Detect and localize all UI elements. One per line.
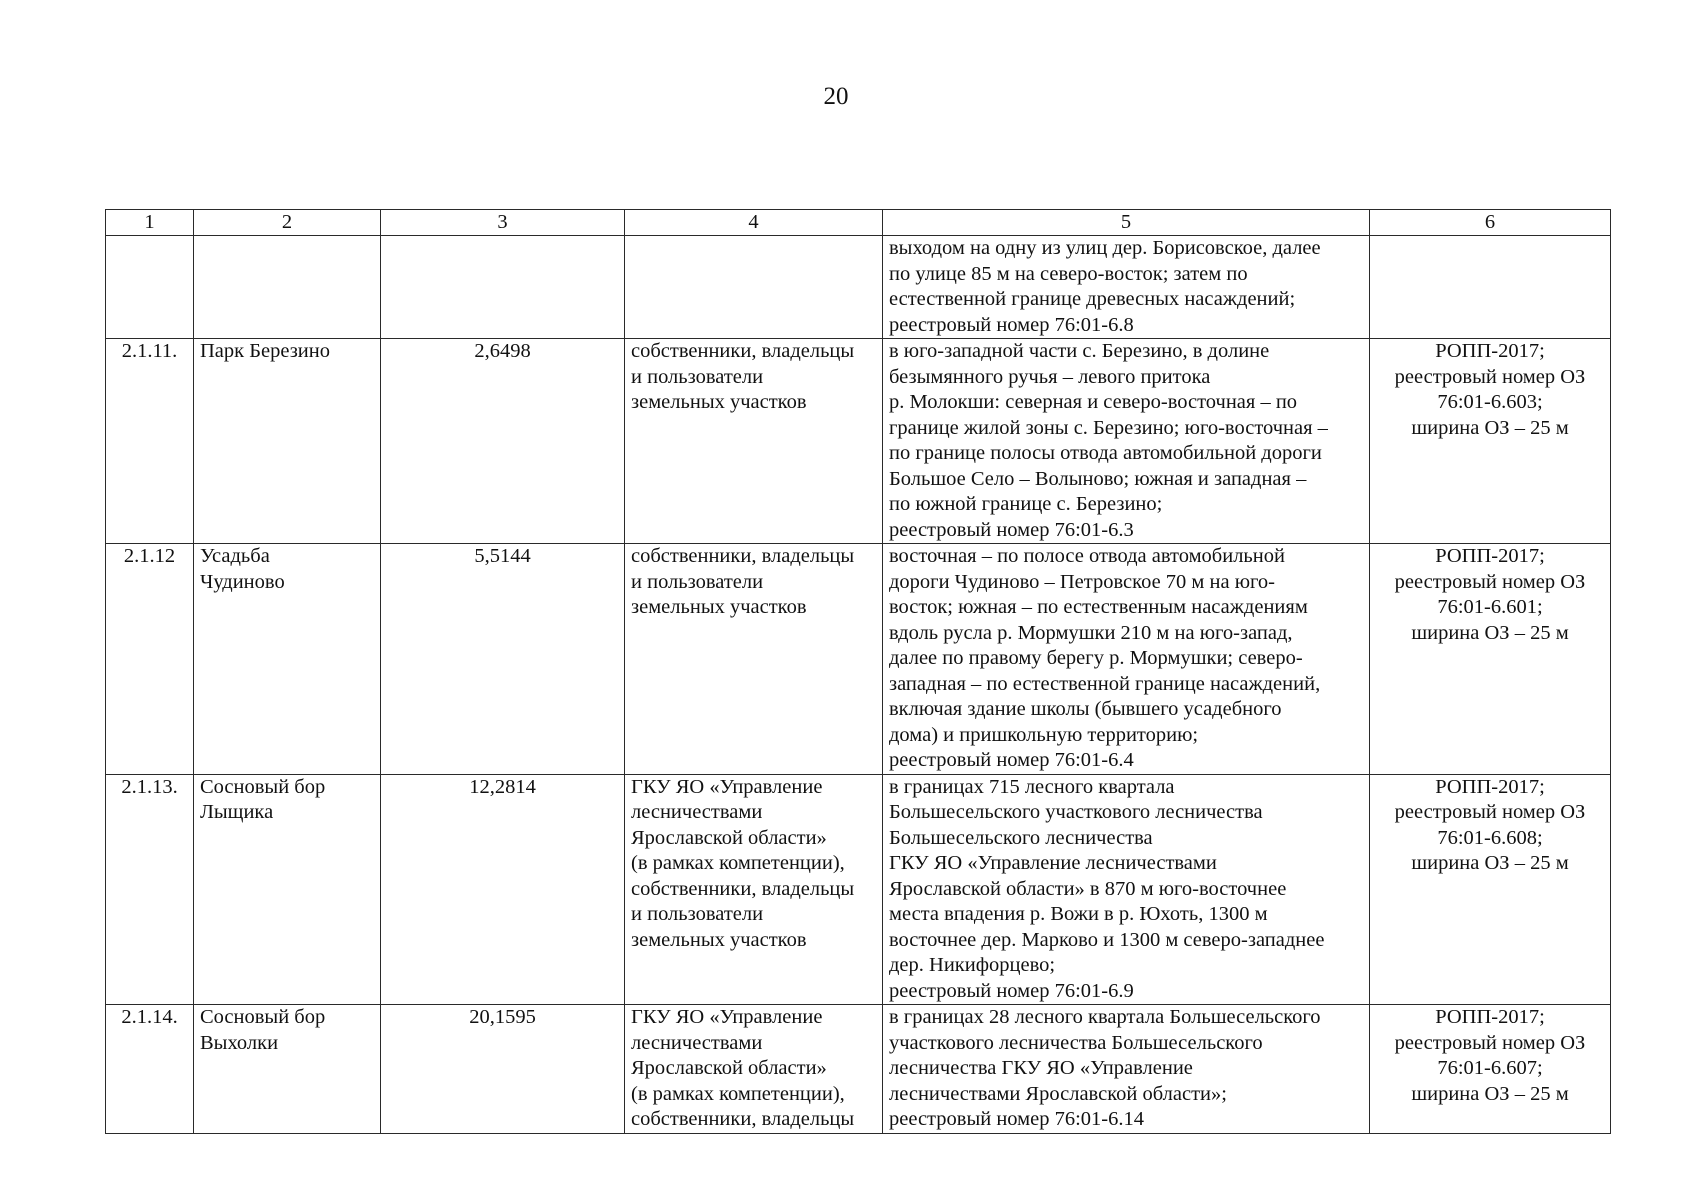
documents-cell xyxy=(1370,236,1611,339)
table-header-row xyxy=(106,210,1611,236)
responsible-cell-line: ГКУ ЯО «Управление xyxy=(631,1006,823,1028)
boundaries-cell-line: по границе полосы отвода автомобильной дороги xyxy=(889,442,1322,464)
boundaries-cell-line: вдоль русла р. Мормушки 210 м на юго-запад, xyxy=(889,621,1293,644)
boundaries-cell-line: места впадения р. Вожи в р. Юхоть, 1300 м xyxy=(889,903,1268,925)
header-cell: 3 xyxy=(381,210,625,236)
responsible-cell xyxy=(625,1005,883,1134)
boundaries-cell-line: дороги Чудиново – Петровское 70 м на юго- xyxy=(889,570,1275,593)
responsible-cell-line: земельных участков xyxy=(631,596,807,618)
boundaries-cell-line: по улице 85 м на северо-восток; затем по xyxy=(889,262,1248,285)
boundaries-cell-line: лесничества ГКУ ЯО «Управление xyxy=(889,1057,1193,1079)
table-row xyxy=(106,339,1611,544)
responsible-cell-line: земельных участков xyxy=(631,391,807,413)
object-name-cell xyxy=(194,236,381,339)
responsible-cell-line: и пользователи xyxy=(631,570,764,593)
boundaries-cell-line: безымянного ручья – левого притока xyxy=(889,365,1211,388)
responsible-cell-line: собственники, владельцы xyxy=(631,545,855,567)
responsible-cell xyxy=(625,339,883,544)
responsible-cell-line: и пользователи xyxy=(631,365,764,388)
documents-cell-line: реестровый номер ОЗ xyxy=(1394,365,1586,388)
responsible-cell-line: Ярославской области» xyxy=(631,826,827,849)
boundaries-cell-line: западная – по естественной границе насаждений, xyxy=(889,672,1321,695)
boundaries-cell-line: дома) и пришкольную территорию; xyxy=(889,723,1199,746)
responsible-cell xyxy=(625,774,883,1005)
object-name-cell xyxy=(194,339,381,544)
table-row xyxy=(106,544,1611,775)
boundaries-cell xyxy=(883,339,1370,544)
row-number-cell: 2.1.12 xyxy=(106,544,194,775)
documents-cell-line: РОПП-2017; xyxy=(1435,545,1545,567)
header-cell: 2 xyxy=(194,210,381,236)
documents-cell-line: РОПП-2017; xyxy=(1435,340,1545,362)
boundaries-cell-line: дер. Никифорцево; xyxy=(889,954,1056,976)
area-cell: 12,2814 xyxy=(381,774,625,1005)
row-number-cell: 2.1.13. xyxy=(106,774,194,1005)
table-row xyxy=(106,236,1611,339)
boundaries-cell-line: реестровый номер 76:01-6.8 xyxy=(889,313,1134,336)
header-cell: 5 xyxy=(883,210,1370,236)
responsible-cell-line: лесничествами xyxy=(631,801,763,823)
responsible-cell-line: (в рамках компетенции), xyxy=(631,1082,845,1105)
object-name-cell-line: Выхолки xyxy=(200,1031,279,1054)
documents-cell-line: реестровый номер ОЗ xyxy=(1394,570,1586,593)
boundaries-cell-line: реестровый номер 76:01-6.9 xyxy=(889,979,1134,1002)
boundaries-cell-line: р. Молокши: северная и северо-восточная – по xyxy=(889,391,1298,413)
object-name-cell-line: Сосновый бор xyxy=(200,775,326,798)
boundaries-cell-line: по южной границе с. Березино; xyxy=(889,493,1163,515)
documents-cell xyxy=(1370,544,1611,775)
row-number-cell: 2.1.14. xyxy=(106,1005,194,1134)
documents-cell xyxy=(1370,1005,1611,1134)
boundaries-cell-line: выходом на одну из улиц дер. Борисовское, далее xyxy=(889,237,1321,259)
page-number: 20 xyxy=(823,83,849,110)
boundaries-cell xyxy=(883,236,1370,339)
documents-cell-line: ширина ОЗ – 25 м xyxy=(1411,1082,1569,1105)
boundaries-cell-line: далее по правому берегу р. Мормушки; северо- xyxy=(889,647,1303,669)
object-name-cell-line: Лыщика xyxy=(200,801,274,823)
header-cell: 6 xyxy=(1370,210,1611,236)
responsible-cell xyxy=(625,236,883,339)
objects-table xyxy=(105,209,1611,1134)
boundaries-cell-line: Большесельского участкового лесничества xyxy=(889,801,1263,823)
boundaries-cell-line: границе жилой зоны с. Березино; юго-восточная – xyxy=(889,416,1328,439)
boundaries-cell xyxy=(883,544,1370,775)
boundaries-cell-line: восток; южная – по естественным насаждениям xyxy=(889,596,1308,618)
boundaries-cell-line: участкового лесничества Большесельского xyxy=(889,1031,1263,1054)
documents-cell-line: 76:01-6.603; xyxy=(1437,391,1543,413)
documents-cell-line: ширина ОЗ – 25 м xyxy=(1411,416,1569,439)
boundaries-cell-line: Большесельского лесничества xyxy=(889,826,1153,849)
header-cell: 1 xyxy=(106,210,194,236)
row-number-cell: 2.1.11. xyxy=(106,339,194,544)
area-cell: 20,1595 xyxy=(381,1005,625,1134)
responsible-cell-line: земельных участков xyxy=(631,928,807,951)
boundaries-cell-line: реестровый номер 76:01-6.14 xyxy=(889,1108,1144,1130)
documents-cell xyxy=(1370,339,1611,544)
responsible-cell-line: собственники, владельцы xyxy=(631,340,855,362)
responsible-cell-line: лесничествами xyxy=(631,1031,763,1054)
documents-cell-line: 76:01-6.608; xyxy=(1437,826,1543,849)
documents-cell-line: РОПП-2017; xyxy=(1435,1006,1545,1028)
boundaries-cell-line: реестровый номер 76:01-6.4 xyxy=(889,749,1134,771)
responsible-cell-line: собственники, владельцы xyxy=(631,1108,855,1130)
documents-cell-line: ширина ОЗ – 25 м xyxy=(1411,852,1569,874)
boundaries-cell-line: в границах 28 лесного квартала Большесельского xyxy=(889,1006,1321,1028)
documents-cell xyxy=(1370,774,1611,1005)
boundaries-cell-line: реестровый номер 76:01-6.3 xyxy=(889,518,1134,541)
area-cell: 2,6498 xyxy=(381,339,625,544)
responsible-cell-line: (в рамках компетенции), xyxy=(631,852,845,874)
boundaries-cell-line: в границах 715 лесного квартала xyxy=(889,775,1175,798)
object-name-cell xyxy=(194,544,381,775)
object-name-cell xyxy=(194,1005,381,1134)
header-cell: 4 xyxy=(625,210,883,236)
boundaries-cell-line: естественной границе древесных насаждений; xyxy=(889,288,1296,310)
documents-cell-line: 76:01-6.601; xyxy=(1437,596,1543,618)
table-row xyxy=(106,774,1611,1005)
documents-cell-line: реестровый номер ОЗ xyxy=(1394,1031,1586,1054)
responsible-cell-line: и пользователи xyxy=(631,903,764,925)
documents-cell-line: реестровый номер ОЗ xyxy=(1394,801,1586,823)
responsible-cell xyxy=(625,544,883,775)
table-row xyxy=(106,1005,1611,1134)
responsible-cell-line: ГКУ ЯО «Управление xyxy=(631,775,823,798)
boundaries-cell-line: в юго-западной части с. Березино, в долине xyxy=(889,340,1270,362)
boundaries-cell xyxy=(883,1005,1370,1134)
responsible-cell-line: собственники, владельцы xyxy=(631,877,855,900)
object-name-cell-line: Чудиново xyxy=(200,570,285,593)
boundaries-cell-line: ГКУ ЯО «Управление лесничествами xyxy=(889,852,1217,874)
responsible-cell-line: Ярославской области» xyxy=(631,1057,827,1079)
documents-cell-line: РОПП-2017; xyxy=(1435,775,1545,798)
row-number-cell xyxy=(106,236,194,339)
boundaries-cell-line: восточнее дер. Марково и 1300 м северо-западнее xyxy=(889,928,1325,951)
documents-cell-line: ширина ОЗ – 25 м xyxy=(1411,621,1569,644)
object-name-cell-line: Парк Березино xyxy=(200,340,330,362)
object-name-cell xyxy=(194,774,381,1005)
area-cell xyxy=(381,236,625,339)
object-name-cell-line: Сосновый бор xyxy=(200,1006,326,1028)
boundaries-cell-line: включая здание школы (бывшего усадебного xyxy=(889,698,1282,720)
boundaries-cell-line: восточная – по полосе отвода автомобильной xyxy=(889,545,1285,567)
boundaries-cell xyxy=(883,774,1370,1005)
boundaries-cell-line: Большое Село – Волыново; южная и западная – xyxy=(889,467,1307,490)
area-cell: 5,5144 xyxy=(381,544,625,775)
object-name-cell-line: Усадьба xyxy=(200,545,270,567)
boundaries-cell-line: Ярославской области» в 870 м юго-восточнее xyxy=(889,877,1287,900)
boundaries-cell-line: лесничествами Ярославской области»; xyxy=(889,1082,1227,1105)
documents-cell-line: 76:01-6.607; xyxy=(1437,1057,1543,1079)
